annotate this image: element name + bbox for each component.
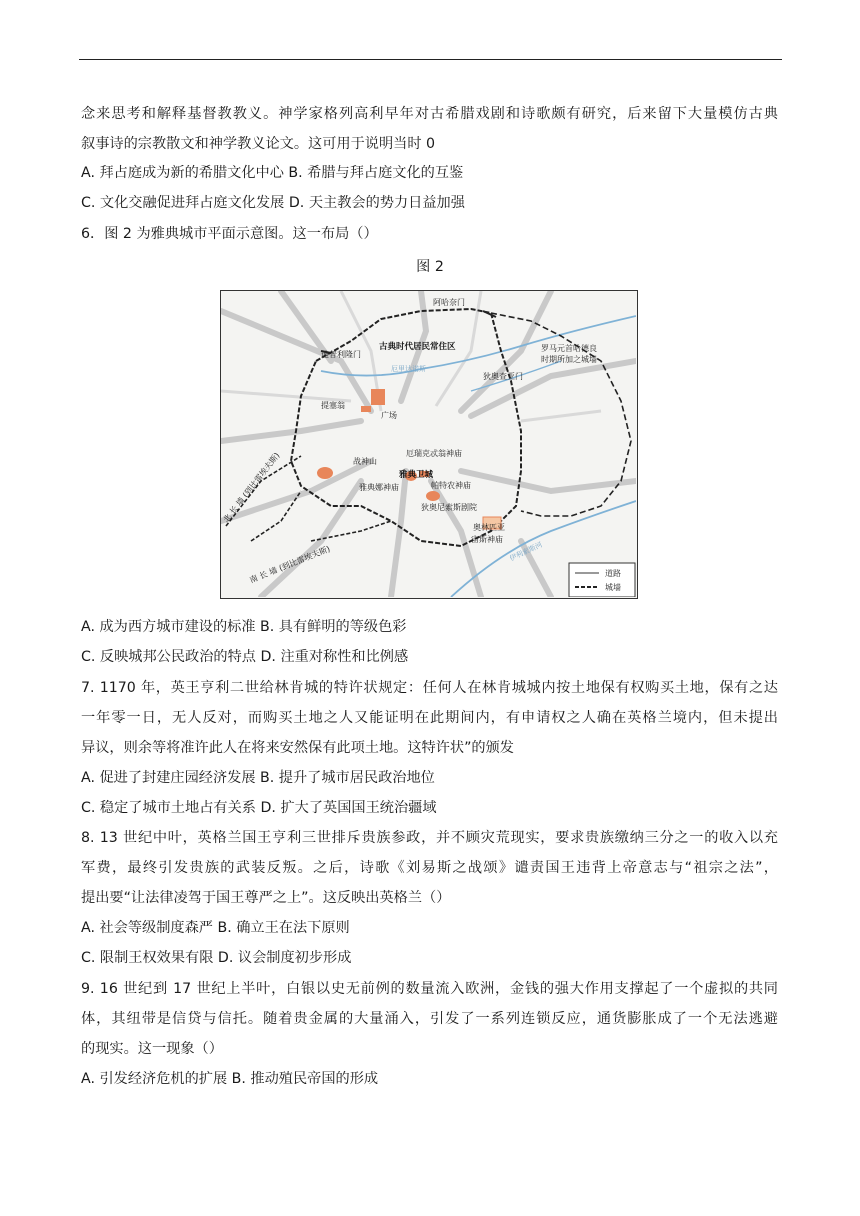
figure-caption: 图 2	[416, 259, 444, 275]
question-text: 叙事诗的宗教散文和神学教义论文。这可用于说明当时 0	[81, 136, 436, 152]
map-label: 雅典卫城	[399, 470, 434, 480]
map-label: 战神山	[353, 457, 377, 466]
question-8-text: 8. 13 世纪中叶，英格兰国王亨利三世排斥贵族参政，并不顾灾荒现实，要求贵族缴纳三分之一的收入以充	[81, 830, 778, 846]
option-line: A. 成为西方城市建设的标准 B. 具有鲜明的等级色彩	[81, 619, 407, 635]
map-label: 南 长 墙 (到比雷埃夫斯)	[248, 544, 332, 585]
map-label: 北 长 墙 (到比雷埃夫斯)	[221, 451, 282, 525]
stoa-marker	[361, 406, 371, 412]
question-9-text: 的现实。这一现象（）	[81, 1041, 223, 1057]
question-8-text: 军费，最终引发贵族的武装反叛。之后，诗歌《刘易斯之战颂》谴责国王违背上帝意志与“祖宗之法”，	[81, 860, 778, 876]
question-text: 念来思考和解释基督教教义。神学家格列高利早年对古希腊戏剧和诗歌颇有研究，后来留下大量模仿古典	[81, 106, 778, 122]
option-line: C. 稳定了城市土地占有关系 D. 扩大了英国国王统治疆域	[81, 800, 437, 816]
option-line: A. 拜占庭成为新的希腊文化中心 B. 希腊与拜占庭文化的互鉴	[81, 165, 464, 181]
question-7-text: 一年零一日，无人反对，而购买土地之人又能证明在此期间内，有申请权之人确在英格兰境内，但未提出	[81, 710, 778, 726]
map-label: 时期所加之城墙	[541, 355, 597, 364]
option-line: A. 引发经济危机的扩展 B. 推动殖民帝国的形成	[81, 1071, 379, 1087]
question-8-text: 提出要“让法律凌驾于国王尊严之上”。这反映出英格兰（）	[81, 890, 451, 906]
map-label: 宙斯神庙	[471, 535, 503, 544]
map-label: 雅典娜神庙	[359, 483, 399, 492]
map-legend	[569, 563, 635, 597]
option-line: A. 社会等级制度森严 B. 确立王在法下原则	[81, 920, 350, 936]
map-label: 狄奥尼索斯剧院	[421, 503, 477, 512]
map-label: 阿哈奈门	[433, 298, 465, 307]
option-line: C. 限制王权效果有限 D. 议会制度初步形成	[81, 950, 352, 966]
question-9-text: 9. 16 世纪到 17 世纪上半叶，白银以史无前例的数量流入欧洲，金钱的强大作用支撑起了一个虚拟的共同	[81, 981, 778, 997]
question-9-text: 体，其纽带是信贷与信托。随着贵金属的大量涌入，引发了一系列连锁反应，通货膨胀成了一个无法逃避	[81, 1011, 778, 1027]
option-line: C. 文化交融促进拜占庭文化发展 D. 天主教会的势力日益加强	[81, 195, 465, 211]
header-rule	[79, 59, 782, 60]
map-label: 狄奥查亚门	[483, 372, 523, 381]
agora-marker	[371, 389, 385, 405]
legend-wall-label: 城墙	[605, 583, 621, 592]
question-6-stem: 6．图 2 为雅典城市平面示意图。这一布局（）	[81, 226, 378, 242]
map-label: 罗马元首哈德良	[541, 344, 597, 353]
option-line: C. 反映城邦公民政治的特点 D. 注重对称性和比例感	[81, 649, 409, 665]
theatre-marker	[426, 491, 440, 501]
legend-road-label: 道路	[605, 569, 621, 578]
question-7-text: 异议，则余等将准许此人在将来安然保有此项土地。这特许状”的颁发	[81, 740, 514, 756]
map-label: 广场	[381, 411, 397, 420]
option-line: A. 促进了封建庄园经济发展 B. 提升了城市居民政治地位	[81, 770, 435, 786]
question-7-text: 7. 1170 年，英王亨利二世给林肯城的特许状规定：任何人在林肯城城内按土地保有权购买土地，保有之达	[81, 680, 778, 696]
athens-city-map	[220, 290, 638, 599]
river-label: 伊利索斯河	[508, 540, 544, 563]
map-label: 奥林匹亚	[473, 523, 505, 532]
map-label: 帕特农神庙	[431, 481, 471, 490]
map-label: 迪普利隆门	[321, 350, 361, 359]
map-label: 厄瑞克忒翁神庙	[406, 449, 462, 458]
map-label: 提塞翁	[321, 401, 345, 410]
pnyx-marker	[317, 467, 333, 479]
map-label: 古典时代居民常住区	[379, 342, 456, 352]
river-label: 厄里达诺斯	[391, 365, 426, 373]
